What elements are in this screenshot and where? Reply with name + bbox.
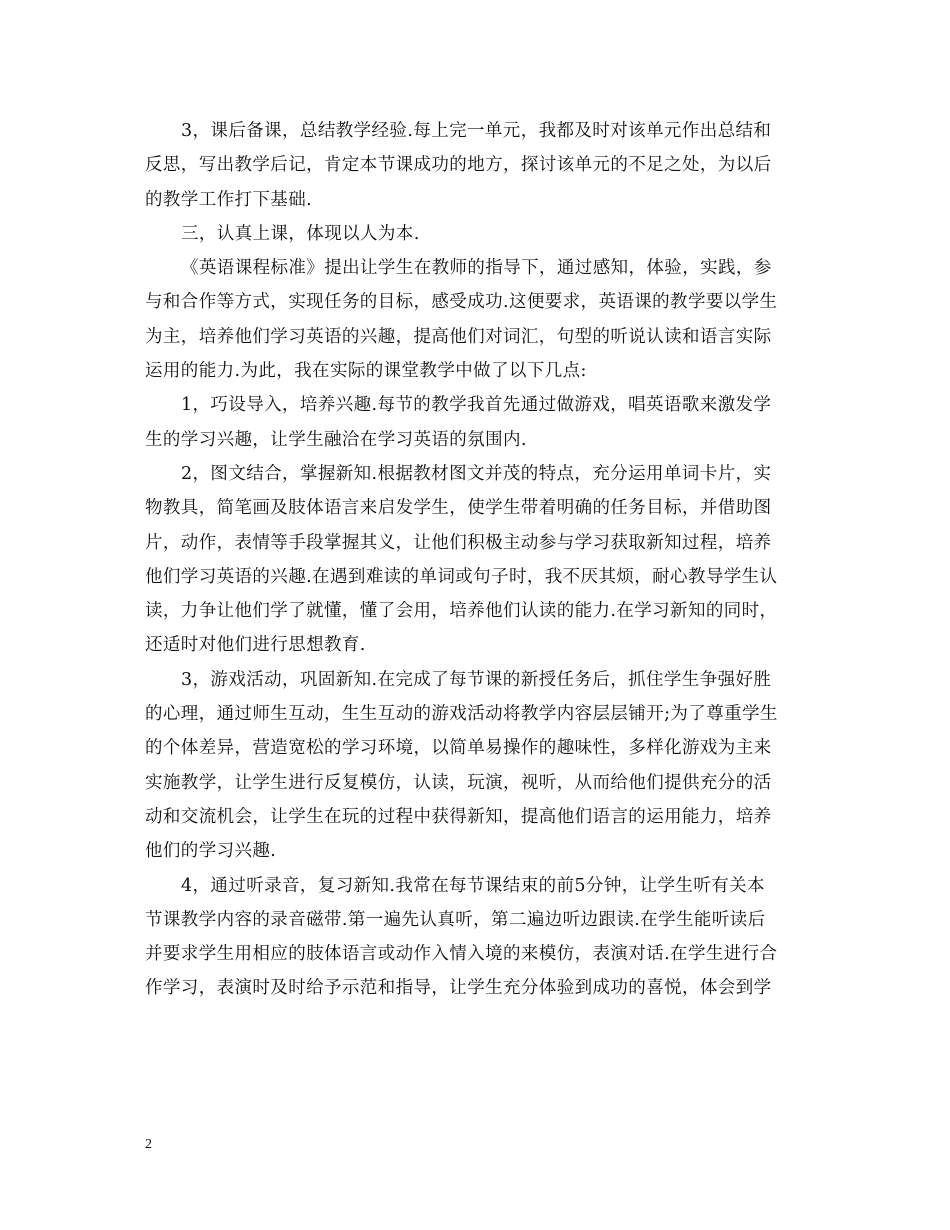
page-number: 2: [145, 1137, 152, 1152]
text-line: 2，图文结合，掌握新知.根据教材图文并茂的特点，充分运用单词卡片，实: [181, 463, 772, 484]
text-line: 动和交流机会，让学生在玩的过程中获得新知，提高他们语言的运用能力，培养: [145, 806, 772, 827]
text-line: 3，游戏活动，巩固新知.在完成了每节课的新授任务后，抓住学生争强好胜: [181, 669, 772, 690]
text-line: 4，通过听录音，复习新知.我常在每节课结束的前5分钟，让学生听有关本: [181, 875, 765, 896]
text-line: 为主，培养他们学习英语的兴趣，提高他们对词汇，句型的听说认读和语言实际: [145, 326, 772, 347]
text-line: 反思，写出教学后记，肯定本节课成功的地方，探讨该单元的不足之处，为以后: [145, 155, 772, 176]
text-line: 1，巧设导入，培养兴趣.每节的教学我首先通过做游戏，唱英语歌来激发学: [181, 395, 772, 416]
section-heading: 三，认真上课，体现以人为本.: [181, 223, 420, 244]
text-line: 与和合作等方式，实现任务的目标，感受成功.这便要求，英语课的教学要以学生: [145, 292, 778, 313]
text-line: 实施教学，让学生进行反复模仿，认读，玩演，视听，从而给他们提供充分的活: [145, 772, 772, 793]
text-line: 的教学工作打下基础.: [145, 189, 313, 210]
text-line: 作学习，表演时及时给予示范和指导，让学生充分体验到成功的喜悦，体会到学: [145, 978, 772, 999]
text-line: 运用的能力.为此，我在实际的课堂教学中做了以下几点:: [145, 361, 587, 382]
text-line: 的心理，通过师生互动，生生互动的游戏活动将教学内容层层铺开;为了尊重学生: [145, 704, 778, 725]
text-line: 读，力争让他们学了就懂，懂了会用，培养他们认读的能力.在学习新知的同时，: [145, 601, 778, 622]
text-line: 他们学习英语的兴趣.在遇到难读的单词或句子时，我不厌其烦，耐心教导学生认: [145, 566, 778, 587]
text-line: 他们的学习兴趣.: [145, 841, 277, 862]
text-line: 物教具，简笔画及肢体语言来启发学生，使学生带着明确的任务目标，并借助图: [145, 498, 772, 519]
text-line: 生的学习兴趣，让学生融洽在学习英语的氛围内.: [145, 429, 527, 450]
text-line: 片，动作，表情等手段掌握其义，让他们积极主动参与学习获取新知过程，培养: [145, 532, 772, 553]
body-text: [145, 114, 805, 1006]
text-line: 3，课后备课，总结教学经验.每上完一单元，我都及时对该单元作出总结和: [181, 121, 772, 141]
text-line: 的个体差异，营造宽松的学习环境，以简单易操作的趣味性，多样化游戏为主来: [145, 738, 772, 759]
text-line: 节课教学内容的录音磁带.第一遍先认真听，第二遍边听边跟读.在学生能听读后: [145, 909, 766, 930]
text-line: 《英语课程标准》提出让学生在教师的指导下，通过感知，体验，实践，参: [181, 258, 772, 279]
text-line: 还适时对他们进行思想教育.: [145, 635, 366, 656]
text-line: 并要求学生用相应的肢体语言或动作入情入境的来模仿，表演对话.在学生进行合: [145, 944, 778, 965]
